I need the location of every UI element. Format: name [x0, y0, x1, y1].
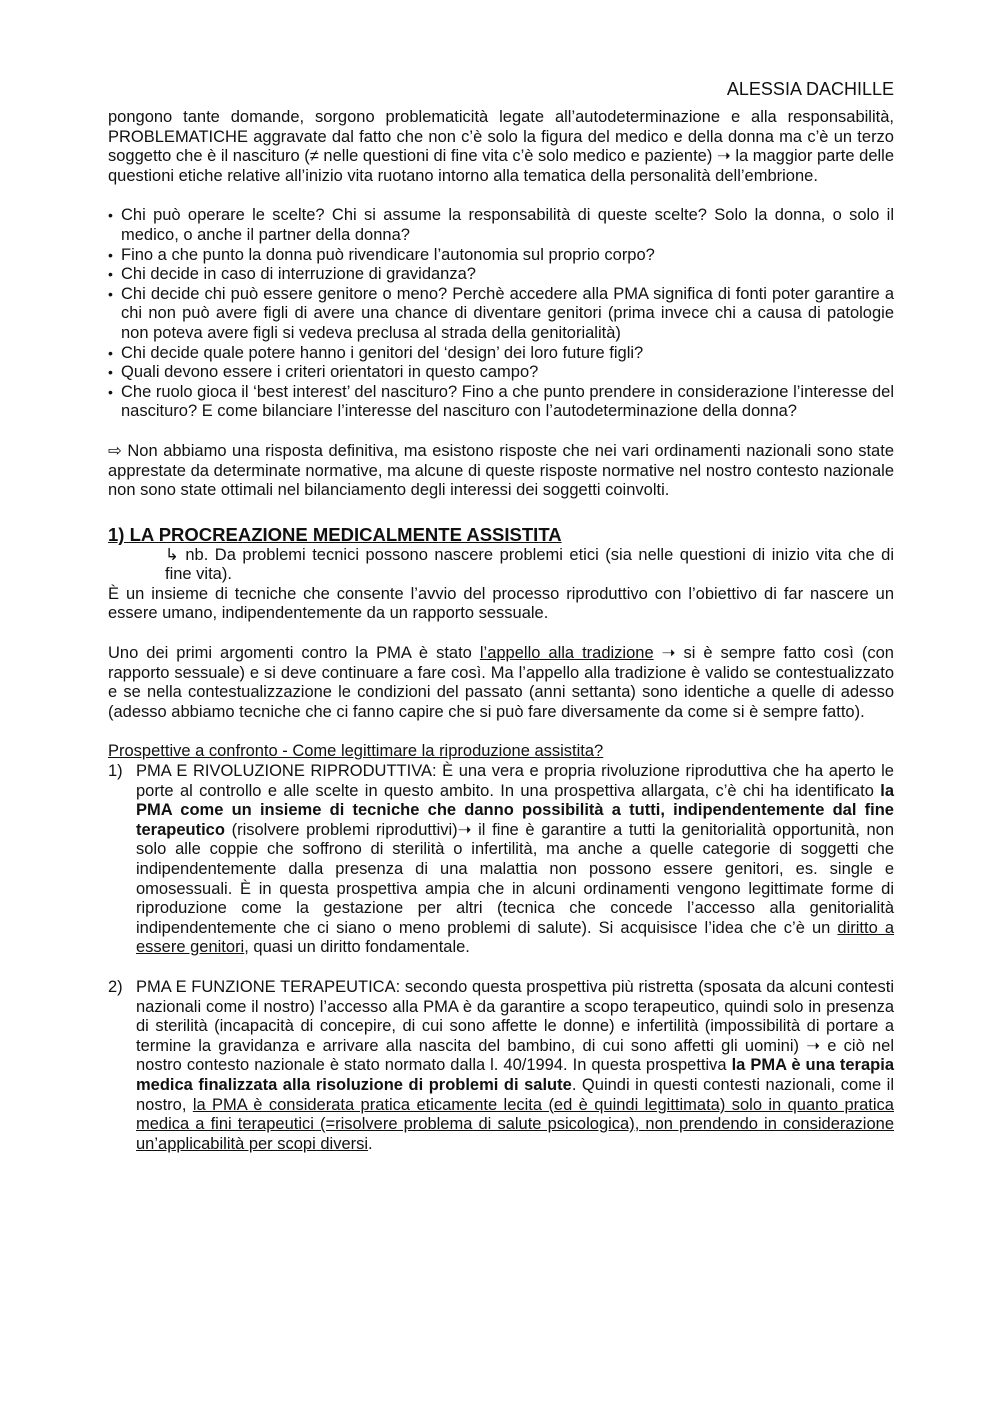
spacer: [108, 722, 894, 742]
item-underlined-text: la PMA è considerata pratica eticamente lecita (ed è quindi legittimata) solo in quanto pratica medica a fini terapeutici (=risolvere problema di salute psicologica), non prendendo in considerazione un’applicabilità per scopi diversi: [136, 1095, 894, 1153]
list-item: • Chi può operare le scelte? Chi si assume la responsabilità di queste scelte? Solo la donna, o solo il medico, o anche il partner della donna?: [108, 206, 894, 245]
item-number: 2): [108, 977, 123, 996]
list-item: • Quali devono essere i criteri orientatori in questo campo?: [108, 363, 894, 383]
section-heading: 1) LA PROCREAZIONE MEDICALMENTE ASSISTITA: [108, 523, 562, 545]
spacer: [108, 958, 894, 978]
conclusion-paragraph: [108, 442, 894, 501]
conclusion-text: Non abbiamo una risposta definitiva, ma esistono risposte che nei vari ordinamenti nazionali sono state apprestate da determinate normative, ma alcune di queste risposte normative nel nostro contesto nazionale non sono state ottimali nel bilanciamento degli interessi dei soggetti coinvolti.: [108, 441, 894, 500]
perspectives-title: Prospettive a confronto - Come legittimare la riproduzione assistita?: [108, 742, 604, 761]
list-item: • Che ruolo gioca il ‘best interest’ del nascituro? Fino a che punto prendere in considerazione l’interesse del nascituro? E come bilanciare l’interesse del nascituro con l’autodeterminazione della donna?: [108, 383, 894, 422]
spacer: [108, 422, 894, 442]
spacer: [108, 501, 894, 524]
note-paragraph: ↳ nb. Da problemi tecnici possono nascere problemi etici (sia nelle questioni di inizio vita che di fine vita).: [165, 545, 894, 584]
list-item: [108, 978, 894, 1154]
right-arrow-icon: ⇨: [108, 441, 122, 460]
tradition-text: Uno dei primi argomenti contro la PMA è stato: [108, 644, 480, 663]
item-number: 1): [108, 762, 123, 781]
tradition-underlined: l’appello alla tradizione: [479, 644, 654, 663]
item-bold-text: la PMA è una terapia medica finalizzata alla risoluzione di problemi di salute: [136, 1056, 894, 1094]
list-item: • Chi decide chi può essere genitore o meno? Perchè accedere alla PMA significa di fonti poter garantire a chi non può avere figli di avere una chance di diventare genitori (prima invece chi a causa di patologie non poteva avere figli si vedeva preclusa al strada della genitorialità): [108, 285, 894, 344]
tradition-paragraph: [108, 644, 894, 722]
item-text: , quasi un diritto fondamentale.: [244, 938, 470, 957]
document-page: [108, 78, 894, 1154]
question-list: [108, 206, 894, 422]
item-text: .: [368, 1134, 373, 1153]
item-text: (risolvere problemi riproduttivi)➝ il fine è garantire a tutti la genitorialità opportunità, non solo alle coppie che soffrono di sterilità o infertilità, ma anche a quelle categorie di soggetti che indipendentemente dalla presenza di una malattia non possono essere genitori, es. single e omosessuali. È in questa prospettiva ampia che in alcuni ordinamenti vengono legittimate forme di riproduzione come la gestazione per altri (tecnica che concede l’accesso alla genitorialità indipendentemente che ci siano o meno problemi di salute). Si acquisisce l’idea che c’è un: [136, 820, 894, 937]
list-item: [108, 762, 894, 958]
item-bold-text: la PMA come un insieme di tecniche che danno possibilità a tutti, indipendentemente dal fine terapeutico: [136, 781, 894, 839]
tradition-text-after: ➝ si è sempre fatto così (con rapporto sessuale) e si deve continuare a fare così. Ma l’appello alla tradizione è valido se contestualizzato e se nella contestualizzazione le condizioni del passato (anni settanta) sono identiche a quelle di adesso (adesso abbiamo tecniche che ci fanno capire che si può fare diversamente da come si è sempre fatto).: [108, 644, 894, 721]
intro-paragraph: pongono tante domande, sorgono problematicità legate all’autodeterminazione e alla responsabilità, PROBLEMATICHE aggravate dal fatto che non c’è solo la figura del medico e della donna ma c’è un terzo soggetto che è il nascituro (≠ nelle questioni di fine vita c’è solo medico e paziente) ➝ la maggior parte delle questioni etiche relative all’inizio vita ruotano intorno alla tematica della personalità dell’embrione.: [108, 108, 894, 185]
list-item: • Chi decide quale potere hanno i genitori del ‘design’ dei loro future figli?: [108, 344, 894, 364]
list-item: • Chi decide in caso di interruzione di gravidanza?: [108, 265, 894, 285]
definition-paragraph: È un insieme di tecniche che consente l’avvio del processo riproduttivo con l’obiettivo di far nascere un essere umano, indipendentemente da un rapporto sessuale.: [108, 584, 894, 623]
list-item: • Fino a che punto la donna può rivendicare l’autonomia sul proprio corpo?: [108, 246, 894, 266]
spacer: [108, 186, 894, 206]
spacer: [108, 624, 894, 644]
author-name: ALESSIA DACHILLE: [726, 79, 894, 99]
item-text: PMA E RIVOLUZIONE RIPRODUTTIVA: È una vera e propria rivoluzione riproduttiva che ha aperto le porte al controllo e alle scelte in questo ambito. In una prospettiva allargata, c’è chi ha identificato: [136, 762, 894, 800]
item-underlined-text: diritto a essere genitori: [136, 918, 895, 957]
perspectives-list: [108, 762, 894, 1154]
item-text: PMA E FUNZIONE TERAPEUTICA: secondo questa prospettiva più ristretta (sposata da alcuni contesti nazionali come il nostro) l’accesso alla PMA è da garantire a scopo terapeutico, quindi solo in presenza di sterilità (incapacità di concepire, di cui sono affette le donne) e infertilità (impossibilità di portare a termine la gravidanza e arrivare alla nascita del bambino, di cui sono affetti gli uomini) ➝ e ciò nel nostro contesto nazionale è stato normato dalla l. 40/1994. In questa prospettiva: [136, 977, 894, 1075]
item-text: . Quindi in questi contesti nazionali, come il nostro,: [136, 1075, 895, 1114]
